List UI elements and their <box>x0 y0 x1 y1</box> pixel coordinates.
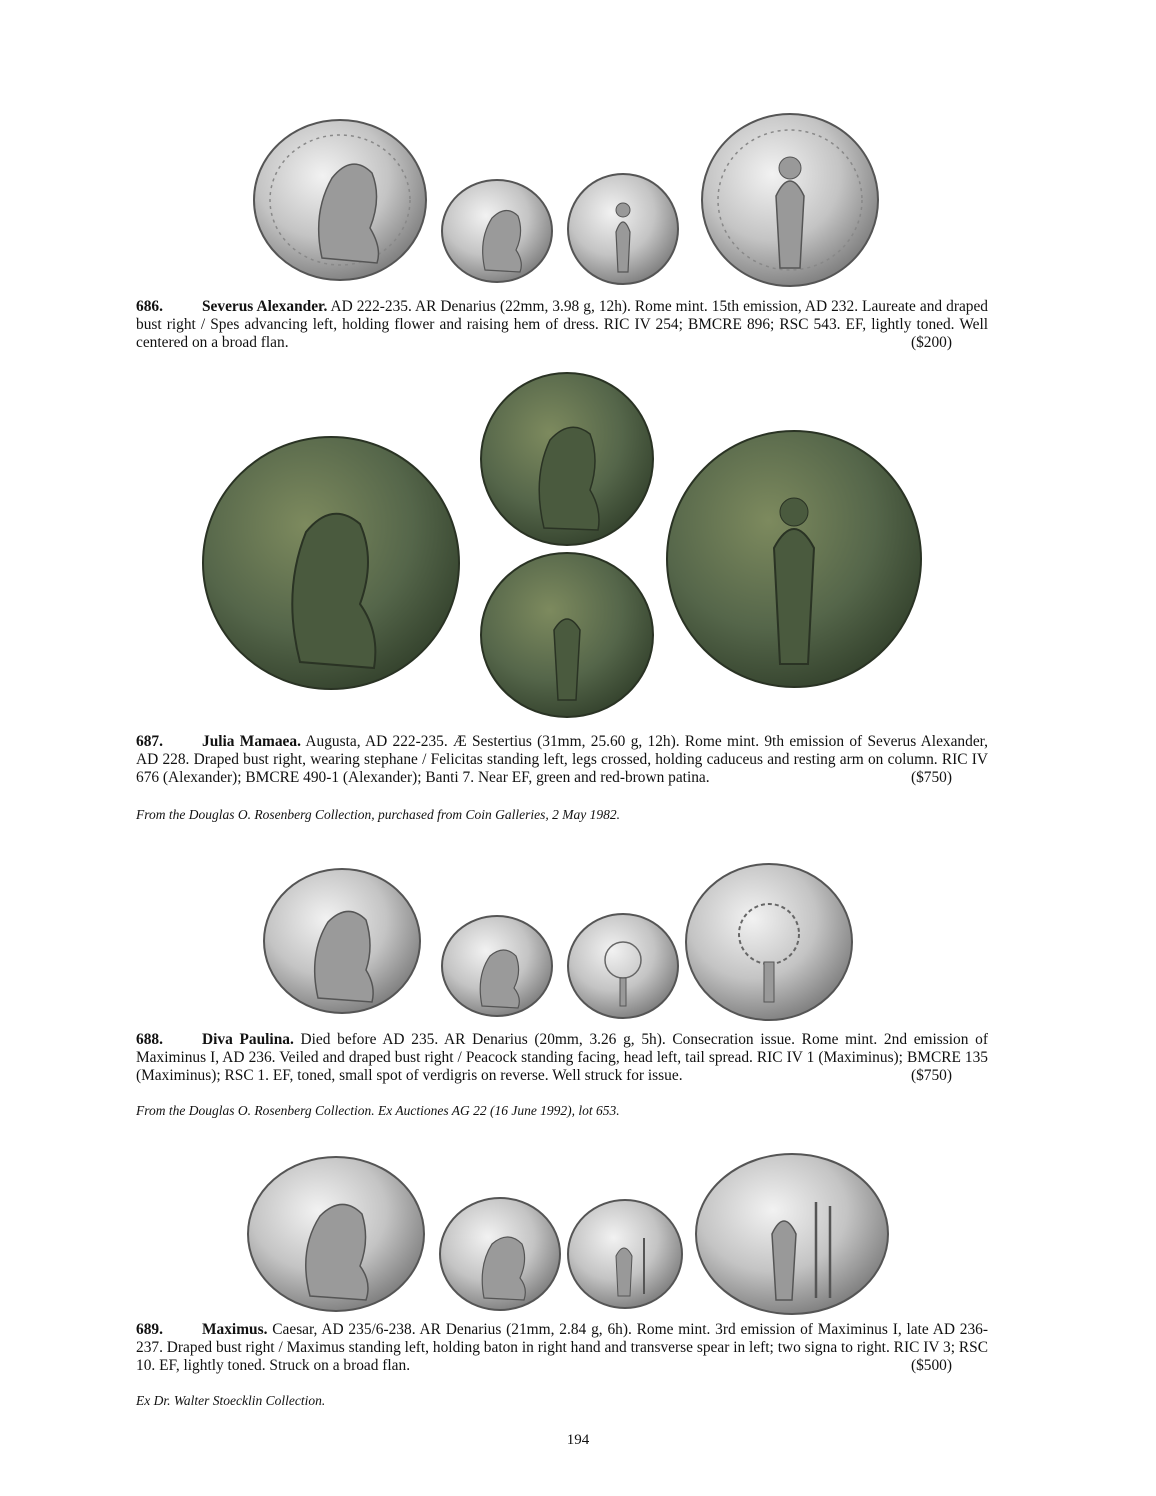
lot-688-description <box>136 1031 988 1085</box>
page-number: 194 <box>566 1432 590 1448</box>
lot-estimate: ($750) <box>910 769 952 786</box>
coin-reverse-small-688 <box>566 912 680 1020</box>
lot-estimate: ($500) <box>910 1357 952 1374</box>
coin-obverse-large-686 <box>252 118 428 282</box>
coin-obverse-small-686 <box>440 178 554 284</box>
lot-title: Julia Mamaea. <box>202 733 301 750</box>
coin-row-686 <box>0 112 1156 288</box>
lot-title: Maximus. <box>202 1321 268 1338</box>
lot-689-description <box>136 1321 988 1375</box>
lot-text: AD 222-235. AR Denarius (22mm, 3.98 g, 12h). Rome mint. 15th emission, AD 232. Laureate and draped bust right / Spes advancing left, holding flower and raising hem of dress. RIC IV 254; BMCRE 896; RSC 543. EF, lightly toned. Well centered on a broad flan. <box>136 298 989 351</box>
lot-text: Died before AD 235. AR Denarius (20mm, 3.26 g, 5h). Consecration issue. Rome mint. 2nd emission of Maximinus I, AD 236. Veiled and draped bust right / Peacock standing facing, head left, tail spread. RIC IV 1 (Maximinus); BMCRE 135 (Maximinus); RSC 1. EF, toned, small spot of verdigris on reverse. Well struck for issue. <box>136 1031 988 1084</box>
coin-obverse-large-688 <box>262 866 422 1016</box>
lot-title: Diva Paulina. <box>202 1031 294 1048</box>
lot-689-provenance: Ex Dr. Walter Stoecklin Collection. <box>136 1393 326 1408</box>
coin-reverse-small-689 <box>566 1198 684 1310</box>
lot-687-provenance: From the Douglas O. Rosenberg Collection, purchased from Coin Galleries, 2 May 1982. <box>136 807 620 822</box>
coin-reverse-large-689 <box>694 1152 890 1316</box>
coin-obverse-small-688 <box>440 914 554 1018</box>
coin-row-689 <box>0 1152 1156 1316</box>
coin-obverse-small-687 <box>478 370 656 548</box>
lot-number: 689. <box>136 1321 163 1338</box>
coin-obverse-small-689 <box>438 1196 562 1312</box>
coin-obverse-large-689 <box>246 1154 426 1314</box>
lot-687-description <box>136 733 988 787</box>
lot-text: Augusta, AD 222-235. Æ Sestertius (31mm, 25.60 g, 12h). Rome mint. 9th emission of Severus Alexander, AD 228. Draped bust right, wearing stephane / Felicitas standing left, legs crossed, holding caduceus and resting arm on column. RIC IV 676 (Alexander); BMCRE 490-1 (Alexander); Banti 7. Near EF, green and red-brown patina. <box>136 733 989 786</box>
coin-reverse-large-688 <box>684 862 854 1022</box>
coin-reverse-large-687 <box>664 428 924 690</box>
coin-row-687 <box>0 370 1156 720</box>
lot-text: Caesar, AD 235/6-238. AR Denarius (21mm, 2.84 g, 6h). Rome mint. 3rd emission of Maximinus I, late AD 236-237. Draped bust right / Maximus standing left, holding baton in right hand and transverse spear in left; two signa to right. RIC IV 3; RSC 10. EF, lightly toned. Struck on a broad flan. <box>136 1321 988 1374</box>
coin-reverse-small-686 <box>566 172 680 286</box>
lot-estimate: ($200) <box>910 334 952 351</box>
lot-686-description <box>136 298 988 352</box>
coin-reverse-small-687 <box>478 550 656 720</box>
coin-reverse-large-686 <box>700 112 880 288</box>
lot-number: 686. <box>136 298 163 315</box>
lot-number: 688. <box>136 1031 163 1048</box>
lot-688-provenance: From the Douglas O. Rosenberg Collection. Ex Auctiones AG 22 (16 June 1992), lot 653. <box>136 1103 620 1118</box>
lot-estimate: ($750) <box>910 1067 952 1084</box>
coin-row-688 <box>0 862 1156 1022</box>
coin-obverse-large-687 <box>200 432 462 694</box>
lot-title: Severus Alexander. <box>202 298 328 315</box>
lot-number: 687. <box>136 733 163 750</box>
